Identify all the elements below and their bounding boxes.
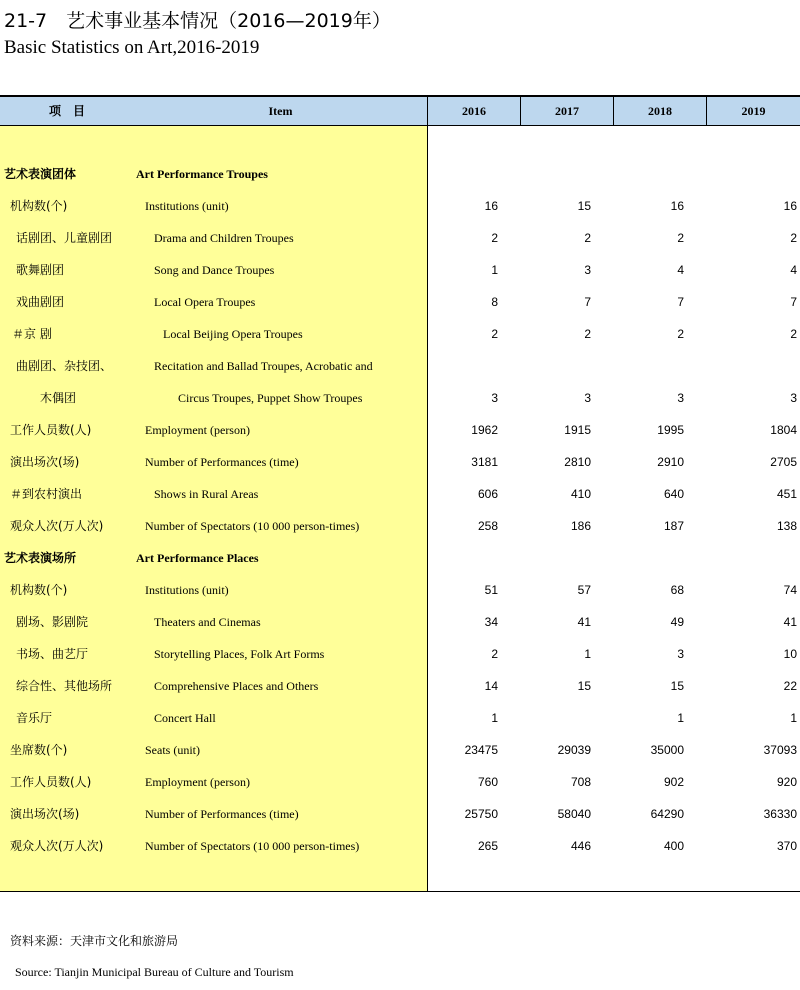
row-label-cn: 坐席数(个) <box>10 743 68 757</box>
cell-value-2016: 2 <box>491 231 498 245</box>
cell-value-2019: 4 <box>790 263 797 277</box>
table-row <box>0 222 800 254</box>
cell-value-2017: 1915 <box>564 423 591 437</box>
cell-value-2016: 3 <box>491 391 498 405</box>
cell-value-2016: 23475 <box>464 743 498 757</box>
row-label-en: Local Opera Troupes <box>154 295 256 309</box>
cell-value-2016 <box>418 542 498 574</box>
cell-value-2016: 1 <box>491 711 498 725</box>
cell-value-2017: 2 <box>584 327 591 341</box>
table-row <box>0 350 800 382</box>
table-row <box>0 542 800 574</box>
cell-value-2018: 1995 <box>657 423 684 437</box>
cell-value-2016: 265 <box>477 839 498 853</box>
cell-value-2017: 15 <box>577 199 591 213</box>
cell-value-2018: 400 <box>663 839 684 853</box>
table-row <box>0 830 800 862</box>
cell-value-2019: 2 <box>790 231 797 245</box>
cell-value-2017: 708 <box>570 775 591 789</box>
cell-value-2017: 2810 <box>564 455 591 469</box>
cell-value-2018: 49 <box>670 615 684 629</box>
row-label-en: Shows in Rural Areas <box>154 487 259 501</box>
cell-value-2016 <box>418 350 498 382</box>
row-label-en: Concert Hall <box>154 711 216 725</box>
cell-value-2019: 1 <box>790 711 797 725</box>
cell-value-2019: 41 <box>783 615 797 629</box>
cell-value-2018: 902 <box>663 775 684 789</box>
row-label-cn: 戏曲剧团 <box>16 295 65 309</box>
cell-value-2016: 1962 <box>471 423 498 437</box>
page-title-cn: 21-7 艺术事业基本情况（2016—2019年） <box>4 10 391 32</box>
row-label-en: Art Performance Troupes <box>136 167 268 181</box>
page-title-en: Basic Statistics on Art,2016-2019 <box>4 37 260 58</box>
cell-value-2017: 3 <box>584 263 591 277</box>
table-row <box>0 606 800 638</box>
cell-value-2018: 2 <box>677 231 684 245</box>
row-label-cn: 话剧团、儿童剧团 <box>16 231 113 245</box>
row-label-cn: 演出场次(场) <box>10 455 80 469</box>
table-row <box>0 318 800 350</box>
table-row <box>0 382 800 414</box>
cell-value-2018: 640 <box>663 487 684 501</box>
row-label-en: Art Performance Places <box>136 551 259 565</box>
cell-value-2016: 8 <box>491 295 498 309</box>
cell-value-2018: 16 <box>670 199 684 213</box>
row-label-en: Storytelling Places, Folk Art Forms <box>154 647 325 661</box>
row-label-en: Seats (unit) <box>145 743 200 757</box>
row-label-cn: 工作人员数(人) <box>10 775 92 789</box>
cell-value-2017 <box>511 158 591 190</box>
cell-value-2018: 35000 <box>650 743 684 757</box>
cell-value-2016: 14 <box>484 679 498 693</box>
row-label-cn: 工作人员数(人) <box>10 423 92 437</box>
table-row <box>0 286 800 318</box>
row-label-cn: 音乐厅 <box>16 711 53 725</box>
cell-value-2019: 16 <box>783 199 797 213</box>
cell-value-2019: 2 <box>790 327 797 341</box>
cell-value-2017: 1 <box>584 647 591 661</box>
row-label-cn: 歌舞剧团 <box>16 263 65 277</box>
table-row <box>0 670 800 702</box>
cell-value-2017: 2 <box>584 231 591 245</box>
cell-value-2017: 7 <box>584 295 591 309</box>
cell-value-2018: 3 <box>677 647 684 661</box>
cell-value-2017: 15 <box>577 679 591 693</box>
table-row <box>0 766 800 798</box>
cell-value-2016: 51 <box>484 583 498 597</box>
cell-value-2019 <box>717 542 797 574</box>
cell-value-2017: 57 <box>577 583 591 597</box>
cell-value-2018: 68 <box>670 583 684 597</box>
table-row <box>0 702 800 734</box>
header-year-2018: 2018 <box>648 104 672 118</box>
cell-value-2016: 16 <box>484 199 498 213</box>
header-divider <box>613 97 614 125</box>
table-row <box>0 574 800 606</box>
row-label-cn: ＃京 剧 <box>12 327 52 341</box>
table-row <box>0 510 800 542</box>
cell-value-2019 <box>717 158 797 190</box>
cell-value-2018: 15 <box>670 679 684 693</box>
cell-value-2017: 41 <box>577 615 591 629</box>
cell-value-2017: 186 <box>570 519 591 533</box>
row-label-en: Number of Performances (time) <box>145 455 299 469</box>
cell-value-2016: 258 <box>477 519 498 533</box>
row-label-cn: 观众人次(万人次) <box>10 839 104 853</box>
row-label-en: Drama and Children Troupes <box>154 231 294 245</box>
row-label-cn: 木偶团 <box>40 391 77 405</box>
cell-value-2016: 2 <box>491 647 498 661</box>
cell-value-2016: 3181 <box>471 455 498 469</box>
table-row <box>0 798 800 830</box>
header-year-2017: 2017 <box>555 104 579 118</box>
row-label-en: Comprehensive Places and Others <box>154 679 319 693</box>
row-label-en: Institutions (unit) <box>145 199 229 213</box>
cell-value-2017: 58040 <box>557 807 591 821</box>
cell-value-2016: 2 <box>491 327 498 341</box>
row-label-en: Circus Troupes, Puppet Show Troupes <box>178 391 363 405</box>
cell-value-2019 <box>717 350 797 382</box>
cell-value-2016 <box>418 158 498 190</box>
row-label-en: Employment (person) <box>145 423 250 437</box>
cell-value-2019: 3 <box>790 391 797 405</box>
cell-value-2019: 920 <box>776 775 797 789</box>
cell-value-2019: 2705 <box>770 455 797 469</box>
cell-value-2018: 1 <box>677 711 684 725</box>
table-row <box>0 254 800 286</box>
table-row <box>0 158 800 190</box>
cell-value-2017: 29039 <box>557 743 591 757</box>
cell-value-2016: 760 <box>477 775 498 789</box>
row-label-cn: 艺术表演团体 <box>4 167 77 181</box>
cell-value-2017 <box>511 702 591 734</box>
cell-value-2016: 25750 <box>464 807 498 821</box>
row-label-en: Number of Performances (time) <box>145 807 299 821</box>
row-label-en: Number of Spectators (10 000 person-times) <box>145 519 360 533</box>
cell-value-2018: 187 <box>663 519 684 533</box>
row-label-cn: 艺术表演场所 <box>4 551 77 565</box>
cell-value-2019: 370 <box>776 839 797 853</box>
row-label-en: Local Beijing Opera Troupes <box>163 327 303 341</box>
cell-value-2017: 410 <box>570 487 591 501</box>
cell-value-2019: 10 <box>783 647 797 661</box>
cell-value-2018: 2910 <box>657 455 684 469</box>
header-year-2016: 2016 <box>462 104 486 118</box>
cell-value-2016: 34 <box>484 615 498 629</box>
row-label-en: Employment (person) <box>145 775 250 789</box>
cell-value-2018 <box>604 542 684 574</box>
cell-value-2018: 64290 <box>650 807 684 821</box>
table-row <box>0 446 800 478</box>
table-row <box>0 414 800 446</box>
cell-value-2017 <box>511 350 591 382</box>
row-label-en: Theaters and Cinemas <box>154 615 261 629</box>
header-item-en: Item <box>268 104 293 118</box>
header-divider <box>520 97 521 125</box>
cell-value-2018 <box>604 158 684 190</box>
cell-value-2016: 1 <box>491 263 498 277</box>
row-label-cn: 观众人次(万人次) <box>10 519 104 533</box>
row-label-cn: 机构数(个) <box>10 583 68 597</box>
cell-value-2019: 22 <box>783 679 797 693</box>
row-label-cn: 演出场次(场) <box>10 807 80 821</box>
row-label-en: Number of Spectators (10 000 person-times) <box>145 839 360 853</box>
table-row <box>0 734 800 766</box>
row-label-cn: 机构数(个) <box>10 199 68 213</box>
row-label-cn: ＃到农村演出 <box>10 487 83 501</box>
table-row <box>0 478 800 510</box>
cell-value-2017 <box>511 542 591 574</box>
cell-value-2017: 3 <box>584 391 591 405</box>
row-label-cn: 书场、曲艺厅 <box>16 647 89 661</box>
header-divider <box>706 97 707 125</box>
cell-value-2019: 74 <box>783 583 797 597</box>
cell-value-2019: 7 <box>790 295 797 309</box>
row-label-en: Song and Dance Troupes <box>154 263 275 277</box>
cell-value-2019: 1804 <box>770 423 797 437</box>
table-row <box>0 638 800 670</box>
cell-value-2019: 37093 <box>763 743 797 757</box>
cell-value-2016: 606 <box>477 487 498 501</box>
cell-value-2018 <box>604 350 684 382</box>
cell-value-2018: 3 <box>677 391 684 405</box>
cell-value-2018: 4 <box>677 263 684 277</box>
header-item-cn: 项 目 <box>48 104 85 118</box>
source-note-cn: 资料来源：天津市文化和旅游局 <box>10 934 179 948</box>
cell-value-2017: 446 <box>570 839 591 853</box>
table-row <box>0 190 800 222</box>
header-year-2019: 2019 <box>741 104 766 118</box>
cell-value-2019: 138 <box>776 519 797 533</box>
cell-value-2018: 7 <box>677 295 684 309</box>
row-label-en: Institutions (unit) <box>145 583 229 597</box>
table-bottom-rule <box>0 891 800 892</box>
cell-value-2019: 451 <box>776 487 797 501</box>
row-label-cn: 曲剧团、杂技团、 <box>16 359 113 373</box>
cell-value-2019: 36330 <box>763 807 797 821</box>
cell-value-2018: 2 <box>677 327 684 341</box>
source-note-en: Source: Tianjin Municipal Bureau of Culture and Tourism <box>15 965 294 979</box>
row-label-cn: 综合性、其他场所 <box>16 679 113 693</box>
row-label-cn: 剧场、影剧院 <box>16 615 89 629</box>
row-label-en: Recitation and Ballad Troupes, Acrobatic and <box>154 359 373 373</box>
